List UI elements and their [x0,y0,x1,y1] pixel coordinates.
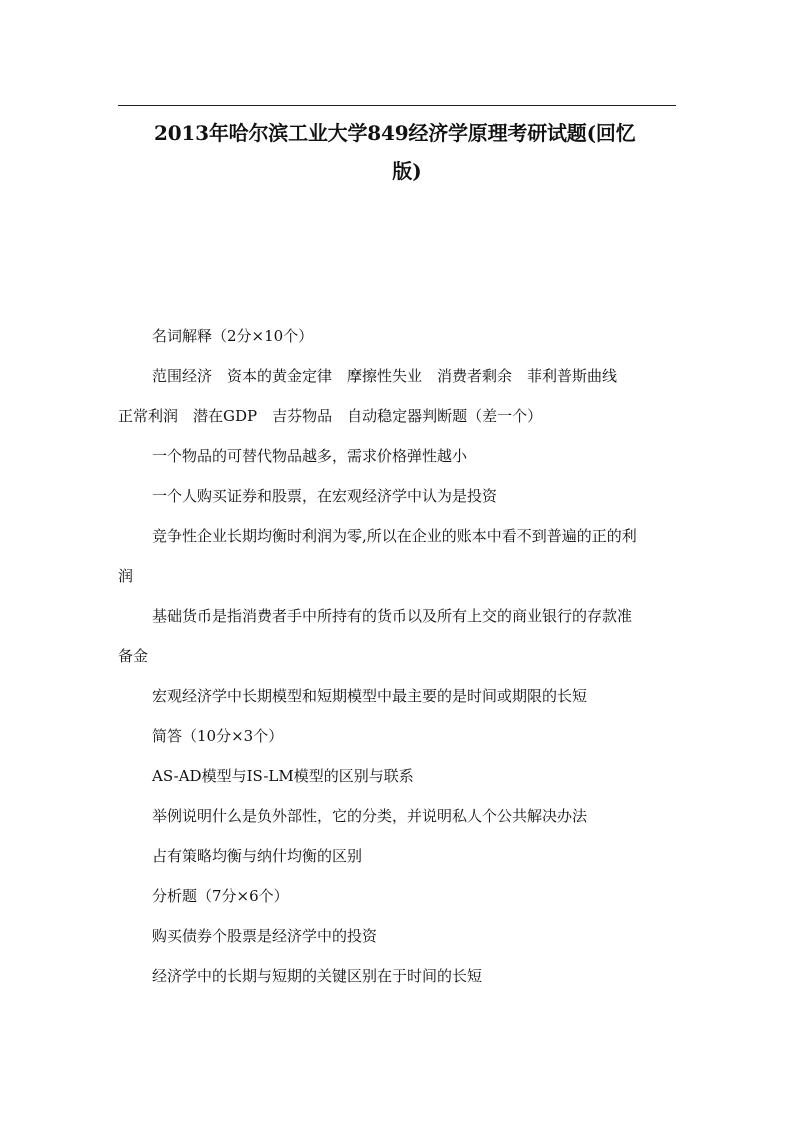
judgement-item-3-cont: 润 [118,567,134,585]
analysis-item-2: 经济学中的长期与短期的关键区别在于时间的长短 [152,967,483,985]
analysis-item-1: 购买债券个股票是经济学中的投资 [152,927,378,945]
judgement-item-1: 一个物品的可替代物品越多，需求价格弹性越小 [152,447,468,465]
judgement-item-2: 一个人购买证券和股票，在宏观经济学中认为是投资 [152,487,498,505]
section-heading-analysis: 分析题（7分×6个） [152,887,289,905]
judgement-item-4-cont: 备金 [118,647,149,665]
short-answer-item-3: 占有策略均衡与纳什均衡的区别 [152,847,363,865]
short-answer-item-2: 举例说明什么是负外部性，它的分类，并说明私人个公共解决办法 [152,807,588,825]
document-title [118,114,676,190]
title-line-1: 2013年哈尔滨工业大学849经济学原理考研试题(回忆 [154,121,636,145]
judgement-item-3: 竞争性企业长期均衡时利润为零,所以在企业的账本中看不到普遍的正的利 [152,527,637,545]
section-heading-terms: 名词解释（2分×10个） [152,327,314,345]
document-body [118,316,678,996]
judgement-item-4: 基础货币是指消费者手中所持有的货币以及所有上交的商业银行的存款准 [152,607,633,625]
section-heading-short-answer: 简答（10分×3个） [152,727,284,745]
title-line-2: 版) [392,159,422,183]
terms-line-2: 正常利润 潜在GDP 吉芬物品 自动稳定器判断题（差一个） [118,407,543,425]
header-rule [118,105,676,106]
judgement-item-5: 宏观经济学中长期模型和短期模型中最主要的是时间或期限的长短 [152,687,588,705]
terms-line-1: 范围经济 资本的黄金定律 摩擦性失业 消费者剩余 菲利普斯曲线 [152,367,618,385]
short-answer-item-1: AS-AD模型与IS-LM模型的区别与联系 [152,767,414,785]
